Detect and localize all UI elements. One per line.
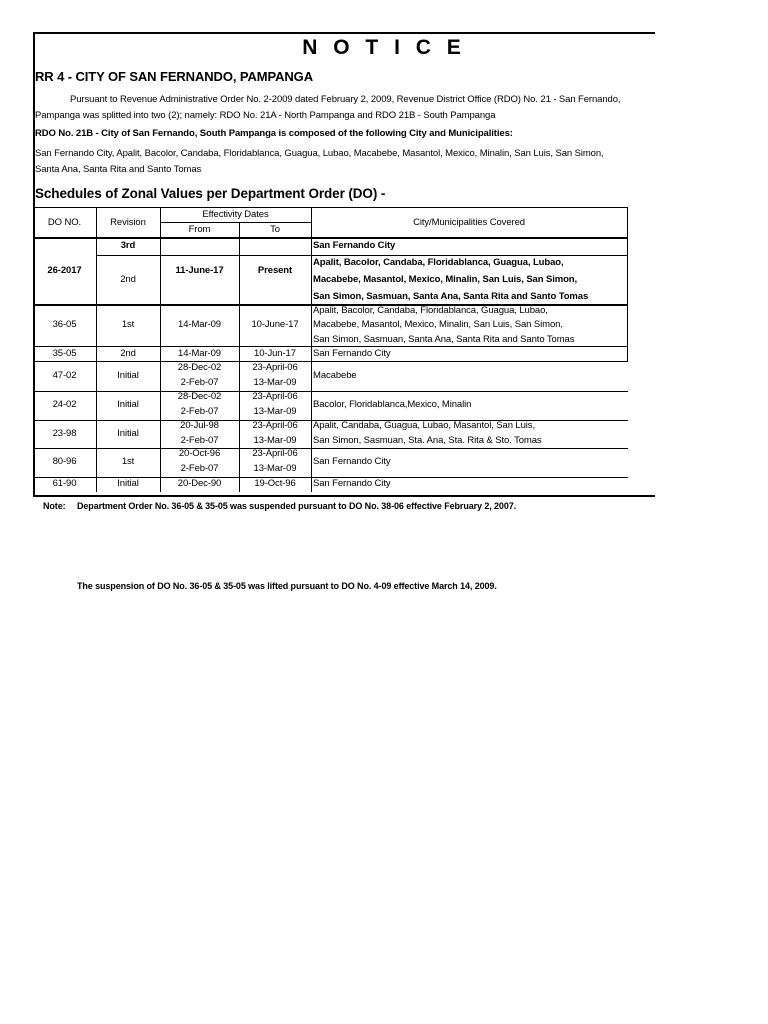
covered-cell: San Simon, Sasmuan, Sta. Ana, Sta. Rita & Sto. Tomas [313, 435, 542, 446]
covered-cell: San Fernando City [313, 478, 391, 489]
date-to: Present [257, 265, 293, 276]
covered-cell: San Simon, Sasmuan, Santa Ana, Santa Rita and Santo Tomas [313, 291, 589, 302]
paragraph-line-2: Pampanga was splitted into two (2); namely: RDO No. 21A - North Pampanga and RDO 21B - South Pampanga [35, 110, 496, 121]
revision-cell: Initial [117, 428, 139, 439]
do-number: 80-96 [52, 456, 77, 467]
header-from: From [188, 224, 211, 235]
date-to: 23-April-06 [252, 420, 298, 431]
date-to: 23-April-06 [252, 391, 298, 402]
header-revision: Revision [110, 217, 146, 228]
revision-cell: Initial [117, 370, 139, 381]
date-from: 2-Feb-07 [180, 377, 219, 388]
header-do-no: DO NO. [47, 217, 82, 228]
date-to: 19-Oct-96 [254, 478, 296, 489]
date-to: 23-April-06 [252, 362, 298, 373]
cities-line-2: Santa Ana, Santa Rita and Santo Tomas [35, 164, 202, 175]
revision-cell: 2nd [120, 274, 136, 285]
date-from: 28-Dec-02 [177, 362, 222, 373]
covered-cell: Macabebe [313, 370, 357, 381]
covered-cell: Apalit, Bacolor, Candaba, Floridablanca, Guagua, Lubao, [313, 305, 548, 316]
paragraph-line-1: Pursuant to Revenue Administrative Order No. 2-2009 dated February 2, 2009, Revenue District Office (RDO) No. 21 - San Fernando, [70, 94, 621, 105]
do-number: 24-02 [52, 399, 77, 410]
date-to: 13-Mar-09 [253, 463, 297, 474]
note-label: Note: [43, 501, 66, 511]
header-effectivity-dates: Effectivity Dates [202, 209, 269, 220]
covered-cell: Macabebe, Masantol, Mexico, Minalin, San Luis, San Simon, [313, 319, 563, 330]
header-to: To [270, 224, 280, 235]
date-from: 14-Mar-09 [178, 348, 221, 359]
covered-cell: Bacolor, Floridablanca,Mexico, Minalin [313, 399, 472, 410]
revision-cell: 2nd [120, 348, 136, 359]
do-number: 35-05 [52, 348, 77, 359]
region-heading: RR 4 - CITY OF SAN FERNANDO, PAMPANGA [35, 69, 313, 84]
date-from: 28-Dec-02 [177, 391, 222, 402]
date-from: 20-Dec-90 [177, 478, 222, 489]
do-number: 61-90 [52, 478, 77, 489]
covered-cell: Macabebe, Masantol, Mexico, Minalin, San Luis, San Simon, [313, 274, 578, 285]
date-to: 13-Mar-09 [253, 406, 297, 417]
note-lifted: The suspension of DO No. 36-05 & 35-05 was lifted pursuant to DO No. 4-09 effective March 14, 2009. [77, 581, 497, 591]
revision-cell: 1st [121, 319, 135, 330]
covered-cell: Apalit, Bacolor, Candaba, Floridablanca, Guagua, Lubao, [313, 257, 564, 268]
do-number: 26-2017 [47, 265, 82, 276]
date-from: 2-Feb-07 [180, 435, 219, 446]
date-to: 13-Mar-09 [253, 377, 297, 388]
do-number: 36-05 [52, 319, 77, 330]
do-number: 47-02 [52, 370, 77, 381]
revision-cell: 3rd [120, 240, 136, 251]
rdo-heading: RDO No. 21B - City of San Fernando, South Pampanga is composed of the following City and Municipalities: [35, 128, 513, 139]
revision-cell: Initial [117, 399, 139, 410]
date-from: 11-June-17 [175, 265, 224, 276]
date-to: 10-Jun-17 [254, 348, 296, 359]
covered-cell: San Simon, Sasmuan, Santa Ana, Santa Rita and Santo Tomas [313, 334, 575, 345]
covered-cell: San Fernando City [313, 240, 396, 251]
date-from: 20-Jul-98 [180, 420, 219, 431]
date-from: 20-Oct-96 [178, 448, 221, 459]
revision-cell: 1st [121, 456, 135, 467]
date-to: 13-Mar-09 [253, 435, 297, 446]
header-covered: City/Municipalities Covered [413, 217, 525, 228]
schedule-heading: Schedules of Zonal Values per Department Order (DO) - [35, 186, 386, 201]
date-from: 14-Mar-09 [178, 319, 221, 330]
covered-cell: Apalit, Candaba, Guagua, Lubao, Masantol, San Luis, [313, 420, 536, 431]
date-from: 2-Feb-07 [180, 463, 219, 474]
covered-cell: San Fernando City [313, 456, 391, 467]
date-to: 10-June-17 [251, 319, 299, 330]
date-to: 23-April-06 [252, 448, 298, 459]
note-suspension: Department Order No. 36-05 & 35-05 was suspended pursuant to DO No. 38-06 effective February 2, 2007. [77, 501, 517, 511]
page-title: N O T I C E [302, 36, 466, 59]
cities-line-1: San Fernando City, Apalit, Bacolor, Candaba, Floridablanca, Guagua, Lubao, Macabebe, Masantol, Mexico, Minalin, San Luis, San Simon, [35, 148, 604, 159]
covered-cell: San Fernando City [313, 348, 391, 359]
date-from: 2-Feb-07 [180, 406, 219, 417]
revision-cell: Initial [117, 478, 139, 489]
do-number: 23-98 [52, 428, 77, 439]
